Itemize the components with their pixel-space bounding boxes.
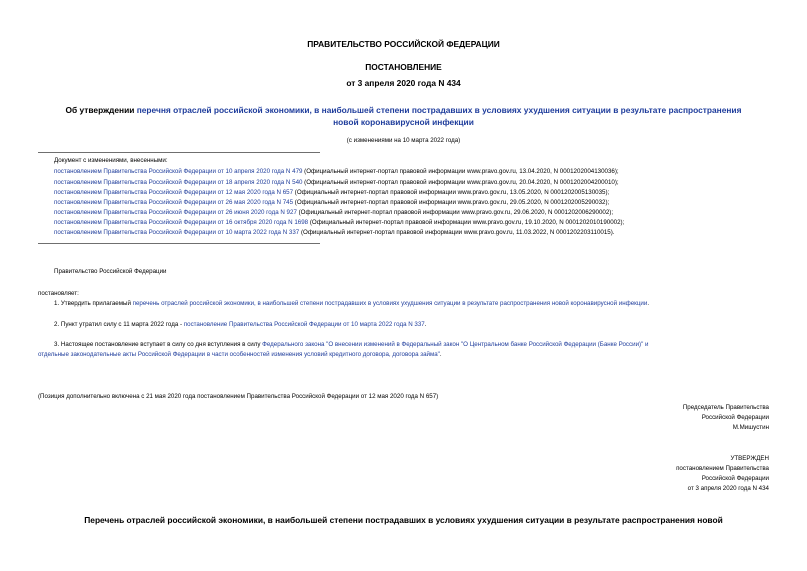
- title-prefix: Об утверждении: [65, 105, 137, 115]
- change-link[interactable]: постановлением Правительства Российской Федерации от 26 мая 2020 года N 745: [54, 199, 294, 206]
- government-heading: ПРАВИТЕЛЬСТВО РОССИЙСКОЙ ФЕДЕРАЦИИ: [307, 39, 500, 49]
- change-source: (Официальный интернет-портал правовой информации www.pravo.gov.ru, 11.03.2022, N 0001202203110015).: [299, 229, 615, 236]
- government-line: Правительство Российской Федерации: [54, 268, 167, 275]
- change-item: [54, 168, 619, 175]
- p1-link[interactable]: перечень отраслей российской экономики, в наибольшей степени пострадавших в условиях ухудшения ситуации в результате распространения новой коронавирусной инфекции: [132, 300, 648, 307]
- change-item: [54, 189, 609, 196]
- change-item: [54, 199, 609, 206]
- p2-prefix: 2. Пункт утратил силу с 11 марта 2022 года -: [54, 321, 184, 328]
- p2-suffix: .: [424, 321, 427, 328]
- change-source: (Официальный интернет-портал правовой информации www.pravo.gov.ru, 20.04.2020, N 0001202004200010);: [302, 179, 619, 186]
- position-note: (Позиция дополнительно включена с 21 мая 2020 года постановлением Правительства Российской Федерации от 12 мая 2020 года N 657): [38, 393, 439, 400]
- change-source: (Официальный интернет-портал правовой информации www.pravo.gov.ru, 13.04.2020, N 0001202004130036);: [302, 168, 619, 175]
- change-link[interactable]: постановлением Правительства Российской Федерации от 18 апреля 2020 года N 540: [54, 179, 303, 186]
- changes-bottom-rule: [38, 243, 320, 244]
- change-source: (Официальный интернет-портал правовой информации www.pravo.gov.ru, 13.05.2020, N 0001202005130035);: [293, 189, 610, 196]
- change-link[interactable]: постановлением Правительства Российской Федерации от 10 марта 2022 года N 337: [54, 229, 300, 236]
- document-title-line2: [0, 117, 807, 127]
- p3-link-continued[interactable]: отдельные законодательные акты Российской Федерации в части особенностей изменения условий кредитного договора, договора займа": [38, 351, 440, 358]
- p1-prefix: 1. Утвердить прилагаемый: [54, 300, 133, 307]
- document-title: [0, 105, 807, 115]
- document-date-number: от 3 апреля 2020 года N 434: [346, 78, 461, 88]
- change-link[interactable]: постановлением Правительства Российской Федерации от 16 октября 2020 года N 1698: [54, 219, 309, 226]
- document-type: ПОСТАНОВЛЕНИЕ: [365, 62, 442, 72]
- approved-by: постановлением Правительства: [676, 465, 769, 472]
- signature-country: Российской Федерации: [701, 414, 769, 421]
- p3-suffix: .: [439, 351, 442, 358]
- decrees-word: постановляет:: [38, 290, 79, 297]
- edition-note: (с изменениями на 10 марта 2022 года): [346, 137, 461, 144]
- signature-name: М.Мишустин: [732, 424, 769, 431]
- change-source: (Официальный интернет-портал правовой информации www.pravo.gov.ru, 19.10.2020, N 0001202010190002);: [308, 219, 625, 226]
- change-link[interactable]: постановлением Правительства Российской Федерации от 10 апреля 2020 года N 479: [54, 168, 303, 175]
- paragraph-3-line2: [38, 351, 442, 358]
- change-item: [54, 179, 619, 186]
- change-source: (Официальный интернет-портал правовой информации www.pravo.gov.ru, 29.06.2020, N 0001202006290002);: [296, 209, 614, 216]
- title-link[interactable]: перечня отраслей российской экономики, в наибольшей степени пострадавших в условиях ухудшения ситуации в результате распространения: [136, 105, 742, 115]
- change-item: [54, 219, 624, 226]
- p3-link[interactable]: Федерального закона "О внесении изменений в Федеральный закон "О Центральном банке Российской Федерации (Банке России)" и: [262, 341, 649, 348]
- change-link[interactable]: постановлением Правительства Российской Федерации от 12 мая 2020 года N 657: [54, 189, 294, 196]
- signature-title: Председатель Правительства: [682, 404, 769, 411]
- p1-suffix: .: [647, 300, 650, 307]
- approved-label: УТВЕРЖДЕН: [730, 455, 769, 462]
- paragraph-1: [54, 300, 649, 307]
- paragraph-2: [54, 321, 426, 328]
- title-link-continued[interactable]: новой коронавирусной инфекции: [333, 117, 474, 127]
- list-title: Перечень отраслей российской экономики, в наибольшей степени пострадавших в условиях ухудшения ситуации в результате распространения новой: [84, 515, 723, 525]
- changes-intro: Документ с изменениями, внесенными:: [54, 157, 168, 164]
- p2-link[interactable]: постановление Правительства Российской Федерации от 10 марта 2022 года N 337: [183, 321, 425, 328]
- change-source: (Официальный интернет-портал правовой информации www.pravo.gov.ru, 29.05.2020, N 0001202005290032);: [293, 199, 610, 206]
- changes-top-rule: [38, 152, 320, 153]
- change-item: [54, 209, 613, 216]
- approved-date-number: от 3 апреля 2020 года N 434: [687, 485, 769, 492]
- paragraph-3: [54, 341, 772, 348]
- change-item: [54, 229, 615, 236]
- p3-prefix: 3. Настоящее постановление вступает в силу со дня вступления в силу: [54, 341, 263, 348]
- change-link[interactable]: постановлением Правительства Российской Федерации от 26 июня 2020 года N 927: [54, 209, 297, 216]
- approved-country: Российской Федерации: [701, 475, 769, 482]
